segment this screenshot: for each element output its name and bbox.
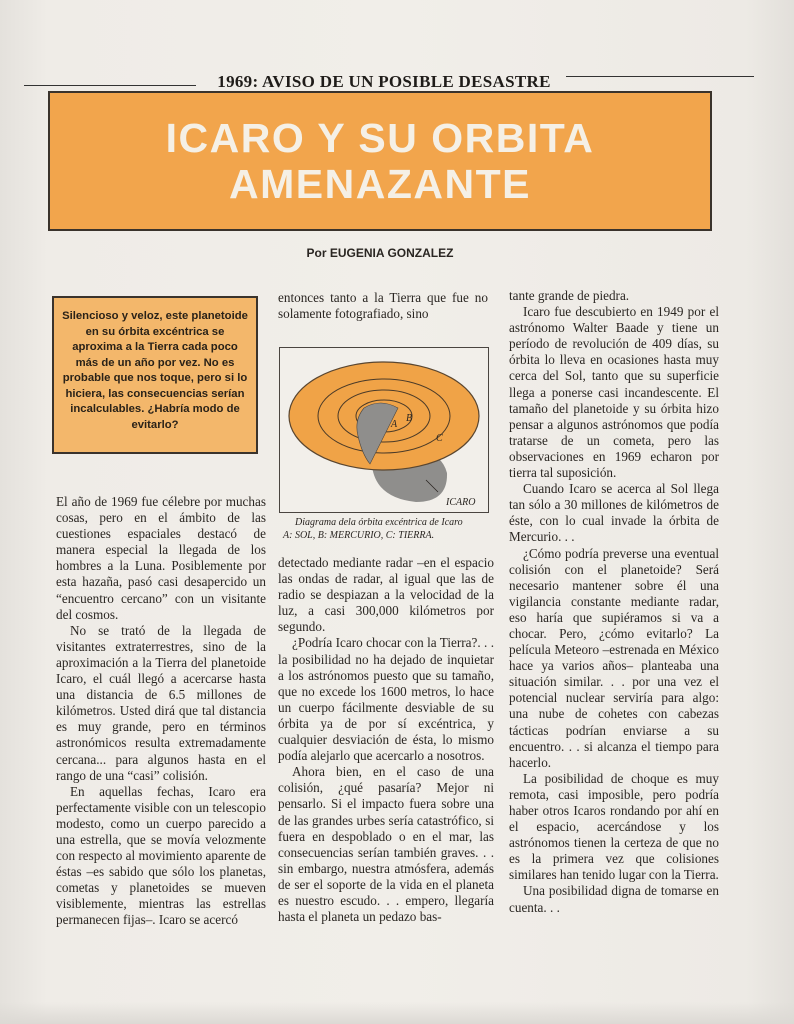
- column-2-top: [278, 290, 488, 322]
- header-rule-right: [566, 76, 754, 77]
- title-line-1: ICARO Y SU ORBITA: [165, 115, 595, 161]
- page-edge-shade: [0, 1002, 794, 1024]
- figure-caption: [283, 516, 497, 542]
- label-icaro: ICARO: [446, 497, 476, 508]
- intro-text: Silencioso y veloz, este planetoide en su órbita excéntrica se aproxima a la Tierra cada poco más de un año por vez. No es probable que nos toque, pero si lo hiciera, las consecuencias serían incalculables. ¿Habría modo de evitarlo?: [62, 310, 248, 431]
- column-1: [56, 494, 266, 929]
- title-banner: [48, 91, 712, 231]
- column-2: [278, 555, 494, 925]
- col3-paragraph: La posibilidad de choque es muy remota, casi imposible, pero podría haber otros Icaros rondando por ahí en el espacio, acercándose y los astrónomos tienen la certeza de que no es la primera vez que colisiones similares han tenido lugar con la Tierra.: [509, 770, 719, 883]
- caption-line-1: Diagrama dela órbita excéntrica de Icaro: [295, 517, 463, 528]
- column-3: [509, 288, 719, 916]
- title-line-2: AMENAZANTE: [229, 161, 531, 207]
- col2-paragraph: Ahora bien, en el caso de una colisión, ¿qué pasaría? Mejor ni pensarlo. Si el impacto fuera sobre una de las grandes urbes sería catastrófico, si fuera en despoblado o en el mar, las consecuencias serían también graves. . . sin embargo, nuestra atmósfera, además de ser el soporte de la vida en el planeta es nuestro escudo. . . empero, llegaría hasta el planeta un pedazo bas-: [278, 764, 494, 925]
- label-b: B: [406, 413, 413, 424]
- label-c: C: [436, 433, 443, 444]
- label-a: A: [391, 419, 398, 430]
- col2-paragraph: detectado mediante radar –en el espacio las ondas de radar, al igual que las de radio se despiazan a la velocidad de la luz, a casi 300,000 kilómetros por segundo.: [278, 555, 494, 635]
- col1-paragraph: En aquellas fechas, Icaro era perfectamente visible con un telescopio modesto, como un cuerpo parecido a una estrella, que se movía velozmente con respecto al movimiento aparente de éstas –es sabido que sólo los planetas, cometas y planetoides se mueven visiblemente, mientras las estrellas permanecen fijas–. Icaro se acercó: [56, 783, 266, 928]
- byline: Por EUGENIA GONZALEZ: [306, 246, 454, 260]
- article-title: [50, 115, 710, 207]
- col3-paragraph: tante grande de piedra.: [509, 288, 630, 303]
- orbit-diagram: [279, 347, 489, 513]
- col3-paragraph: Icaro fue descubierto en 1949 por el astrónomo Walter Baade y tiene un período de revolución de 409 días, su órbita lo lleva en ocasiones hasta muy cerca del Sol, tanto que su superficie llega a ponerse casi incandescente. El tamaño del planetoide y su órbita hizo pensar a algunos astrónomos que podía tratarse de un cometa, pero las observaciones en 1969 echaron por tierra tal suposición.: [509, 304, 719, 481]
- col3-paragraph: Una posibilidad digna de tomarse en cuenta. . .: [509, 883, 719, 915]
- col2-top-text: entonces tanto a la Tierra que fue no solamente fotografiado, sino: [278, 290, 488, 322]
- section-kicker: 1969: AVISO DE UN POSIBLE DESASTRE: [217, 72, 551, 91]
- orbit-diagram-svg: [280, 348, 488, 512]
- intro-box: [52, 296, 258, 454]
- caption-line-2: A: SOL, B: MERCURIO, C: TIERRA.: [283, 530, 435, 541]
- col2-paragraph: ¿Podría Icaro chocar con la Tierra?. . . la posibilidad no ha dejado de inquietar a los astrónomos puesto que su tamaño, que no excede los 1600 metros, lo hace un cuerpo fácilmente desviable de su órbita ya de por sí excéntrica, y cualquier desviación de ésta, lo mismo podía alejarlo que acercarlo a nosotros.: [278, 635, 494, 764]
- col3-paragraph: Cuando Icaro se acerca al Sol llega tan sólo a 30 millones de kilómetros de éste, con lo cual invade la órbita de Mercurio. . .: [509, 481, 719, 545]
- header-rule-left: [24, 85, 196, 86]
- col1-paragraph: El año de 1969 fue célebre por muchas cosas, pero en el ámbito de las cuestiones espaciales destacó de manera especial la llegada de los hombres a la Luna. Posiblemente por esta hazaña, pasó casi desapercido un “encuentro cercano” con un visitante del cosmos.: [56, 494, 266, 622]
- col3-paragraph: ¿Cómo podría preverse una eventual colisión con el planetoide? Será necesario mantener sobre él una vigilancia constante mediante radar, eso haría que supiéramos si va a chocar. Pero, ¿cómo evitarlo? La película Meteoro –estrenada en México hace ya varios años– planteaba una situación similar. . . por una vez el potencial nuclear serviría para algo: una nube de cohetes con cabezas tácticas podrían enviarse a su encuentro. . . si alcanza el tiempo para hacerlo.: [509, 545, 719, 770]
- col1-paragraph: No se trató de la llegada de visitantes extraterrestres, sino de la aproximación a la Tierra del planetoide Icaro, el cuál llegó a acercarse hasta una distancia de 6.5 millones de kilómetros. Usted dirá que tal distancia es muy grande, pero en términos astronómicos resulta extremadamente cercana... para algunos hasta en el rango de una “casi” colisión.: [56, 622, 266, 783]
